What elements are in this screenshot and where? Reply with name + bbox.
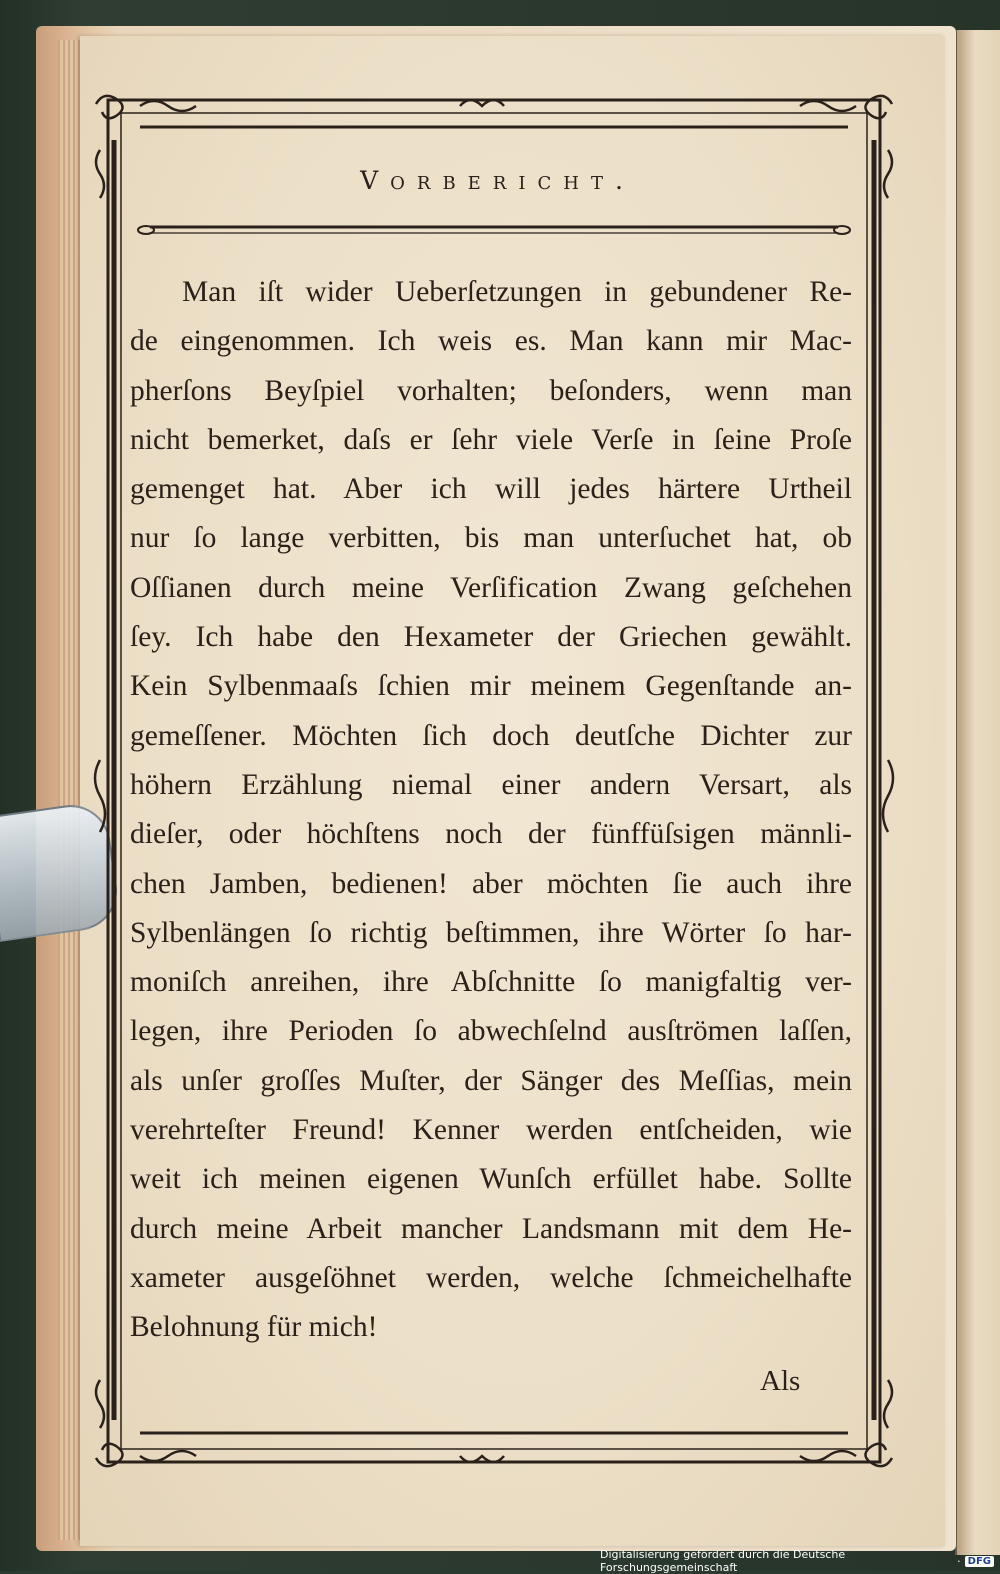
- text-line: Kein Sylbenmaaſs ſchien mir meinem Gegenſtande an-: [130, 670, 852, 703]
- text-line: ſey. Ich habe den Hexameter der Griechen gewählt.: [130, 621, 852, 654]
- text-line: Oſſianen durch meine Verſification Zwang geſchehen: [130, 571, 852, 604]
- text-line: gemenget hat. Aber ich will jedes härtere Urtheil: [130, 473, 852, 506]
- text-line: de eingenommen. Ich weis es. Man kann mir Mac-: [130, 325, 852, 358]
- text-line: weit ich meinen eigenen Wunſch erfüllet habe. Sollte: [130, 1163, 852, 1196]
- text-line: dieſer, oder höchſtens noch der fünffüſsigen männli-: [130, 818, 852, 851]
- text-line: Man iſt wider Ueberſetzungen in gebundener Re-: [182, 276, 852, 308]
- text-line: moniſch anreihen, ihre Abſchnitte ſo manigfaltig ver-: [130, 966, 852, 999]
- text-line: nur ſo lange verbitten, bis man unterſuchet hat, ob: [130, 522, 852, 555]
- text-line: Belohnung für mich!: [130, 1311, 378, 1344]
- catchword: Als: [760, 1365, 801, 1397]
- text-line: Sylbenlängen ſo richtig beſtimmen, ihre Wörter ſo har-: [130, 916, 852, 949]
- footer-credit: Digitalisierung gefördert durch die Deutsche Forschungsgemeinschaft: [600, 1548, 846, 1574]
- text-line: verehrteſter Freund! Kenner werden entſcheiden, wie: [130, 1114, 852, 1147]
- text-line: nicht bemerket, daſs er ſehr viele Verſe in ſeine Proſe: [130, 423, 852, 456]
- text-line: als unſer groſſes Muſter, der Sänger des Meſſias, mein: [130, 1064, 852, 1097]
- text-line: xameter ausgeſöhnet werden, welche ſchmeichelhafte: [130, 1261, 852, 1294]
- text-line: höhern Erzählung niemal einer andern Versart, als: [130, 768, 852, 801]
- text-line: gemeſſener. Möchten ſich doch deutſche Dichter zur: [130, 719, 852, 752]
- text-line: pherſons Beyſpiel vorhalten; beſonders, wenn man: [130, 374, 852, 407]
- body-paragraph: [130, 268, 852, 1353]
- footer-separator: ·: [957, 1554, 961, 1568]
- dfg-logo: DFG: [965, 1556, 994, 1567]
- page-heading: Vorbericht.: [360, 166, 635, 195]
- text-line: legen, ihre Perioden ſo abwechſelnd ausſtrömen laſſen,: [130, 1015, 852, 1048]
- text-line: chen Jamben, bedienen! aber möchten ſie auch ihre: [130, 867, 852, 900]
- text-line: durch meine Arbeit mancher Landsmann mit dem He-: [130, 1212, 852, 1245]
- scan-footer: [600, 1548, 1000, 1574]
